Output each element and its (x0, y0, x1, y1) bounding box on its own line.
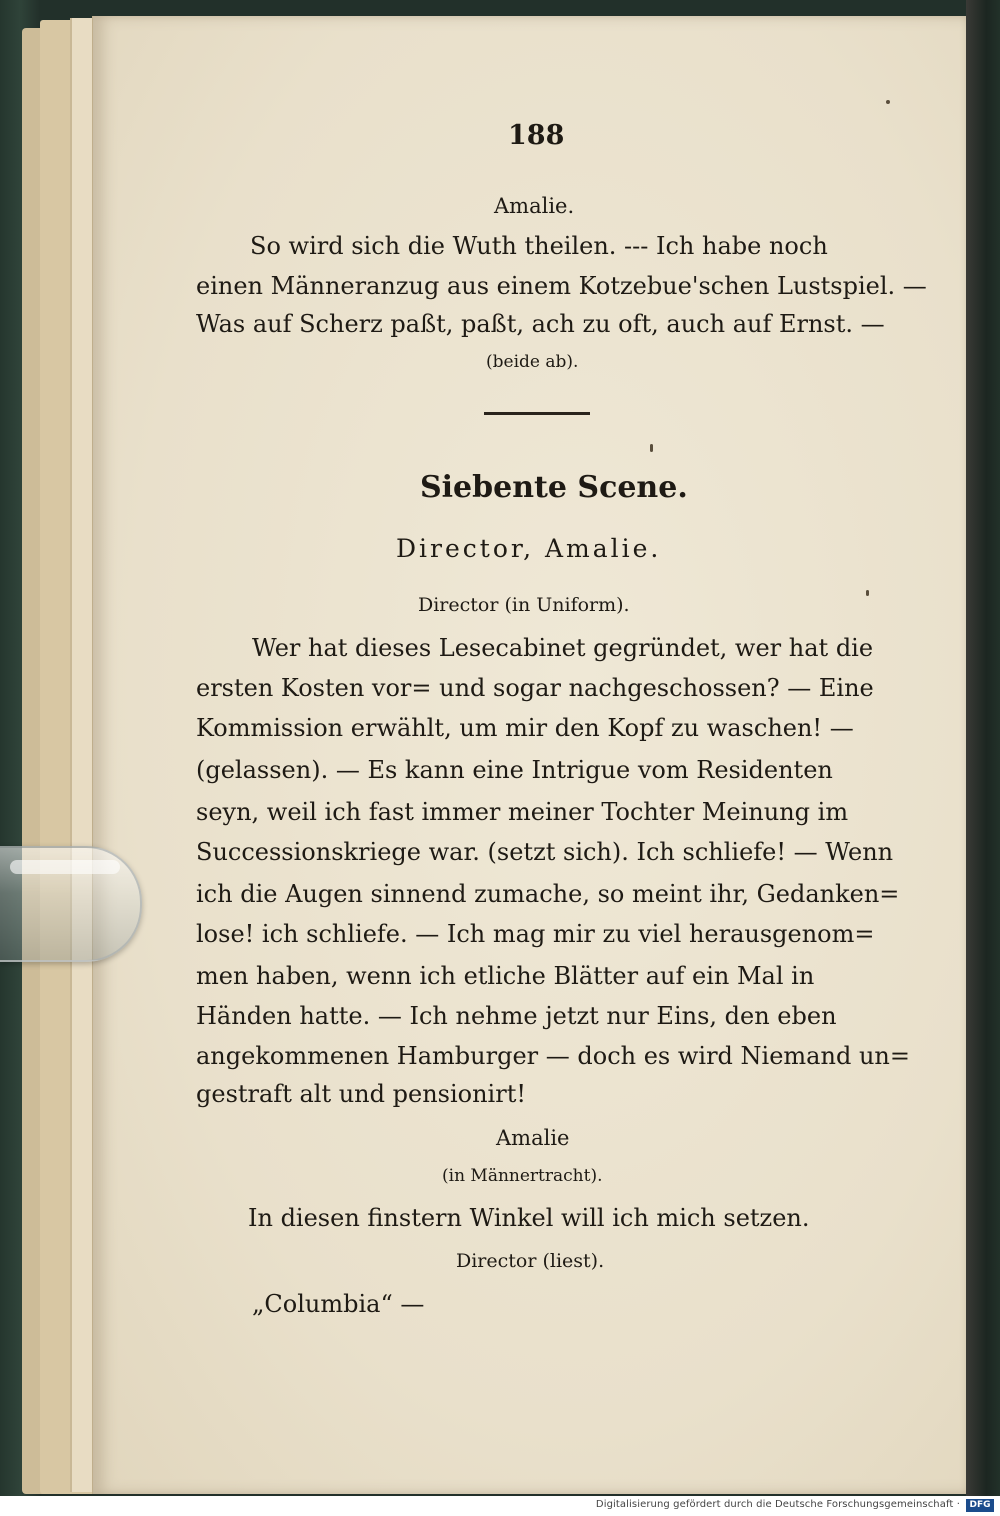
scene-title: Siebente Scene. (420, 470, 688, 505)
stage-direction: (beide ab). (486, 352, 579, 372)
text-line: gestraft alt und pensionirt! (196, 1080, 526, 1108)
book-gutter (966, 0, 1000, 1516)
text-line: Successionskriege war. (setzt sich). Ich schliefe! — Wenn (196, 838, 894, 866)
scene-persons: Director, Amalie. (396, 534, 662, 563)
text-line: seyn, weil ich fast immer meiner Tochter Meinung im (196, 798, 849, 826)
speaker-label: Amalie (496, 1126, 570, 1150)
text-line: Wer hat dieses Lesecabinet gegründet, wer hat die (252, 634, 874, 662)
speaker-label: Amalie. (494, 194, 575, 218)
text-line: lose! ich schliefe. — Ich mag mir zu viel herausgenom= (196, 920, 875, 948)
paper-speck (886, 100, 890, 104)
speaker-label: Director (in Uniform). (418, 594, 630, 616)
paper-speck (650, 444, 653, 452)
stage-direction: (in Männertracht). (442, 1166, 603, 1186)
text-line: Kommission erwählt, um mir den Kopf zu waschen! — (196, 714, 854, 742)
text-line: So wird sich die Wuth theilen. --- Ich habe noch (250, 232, 828, 260)
text-line: (gelassen). — Es kann eine Intrigue vom Residenten (196, 756, 833, 784)
paper-speck (866, 590, 869, 596)
glass-holder-highlight (10, 860, 120, 874)
speaker-label: Director (liest). (456, 1250, 605, 1272)
text-line: ich die Augen sinnend zumache, so meint ihr, Gedanken= (196, 880, 900, 908)
text-line: „Columbia“ — (252, 1290, 425, 1318)
footer-credit: Digitalisierung gefördert durch die Deutsche Forschungsgemeinschaft · (595, 1499, 960, 1510)
text-line: einen Männeranzug aus einem Kotzebue'schen Lustspiel. — (196, 272, 927, 300)
digitization-footer (0, 1496, 1000, 1516)
text-line: men haben, wenn ich etliche Blätter auf ein Mal in (196, 962, 815, 990)
text-line: angekommenen Hamburger — doch es wird Niemand un= (196, 1042, 910, 1070)
text-line: Was auf Scherz paßt, paßt, ach zu oft, auch auf Ernst. — (196, 310, 885, 338)
text-line: In diesen finstern Winkel will ich mich setzen. (248, 1204, 810, 1232)
text-line: Händen hatte. — Ich nehme jetzt nur Eins, den eben (196, 1002, 837, 1030)
dfg-logo: DFG (966, 1499, 994, 1512)
page-number: 188 (508, 120, 565, 151)
text-line: ersten Kosten vor= und sogar nachgeschossen? — Eine (196, 674, 874, 702)
section-divider (484, 412, 590, 415)
